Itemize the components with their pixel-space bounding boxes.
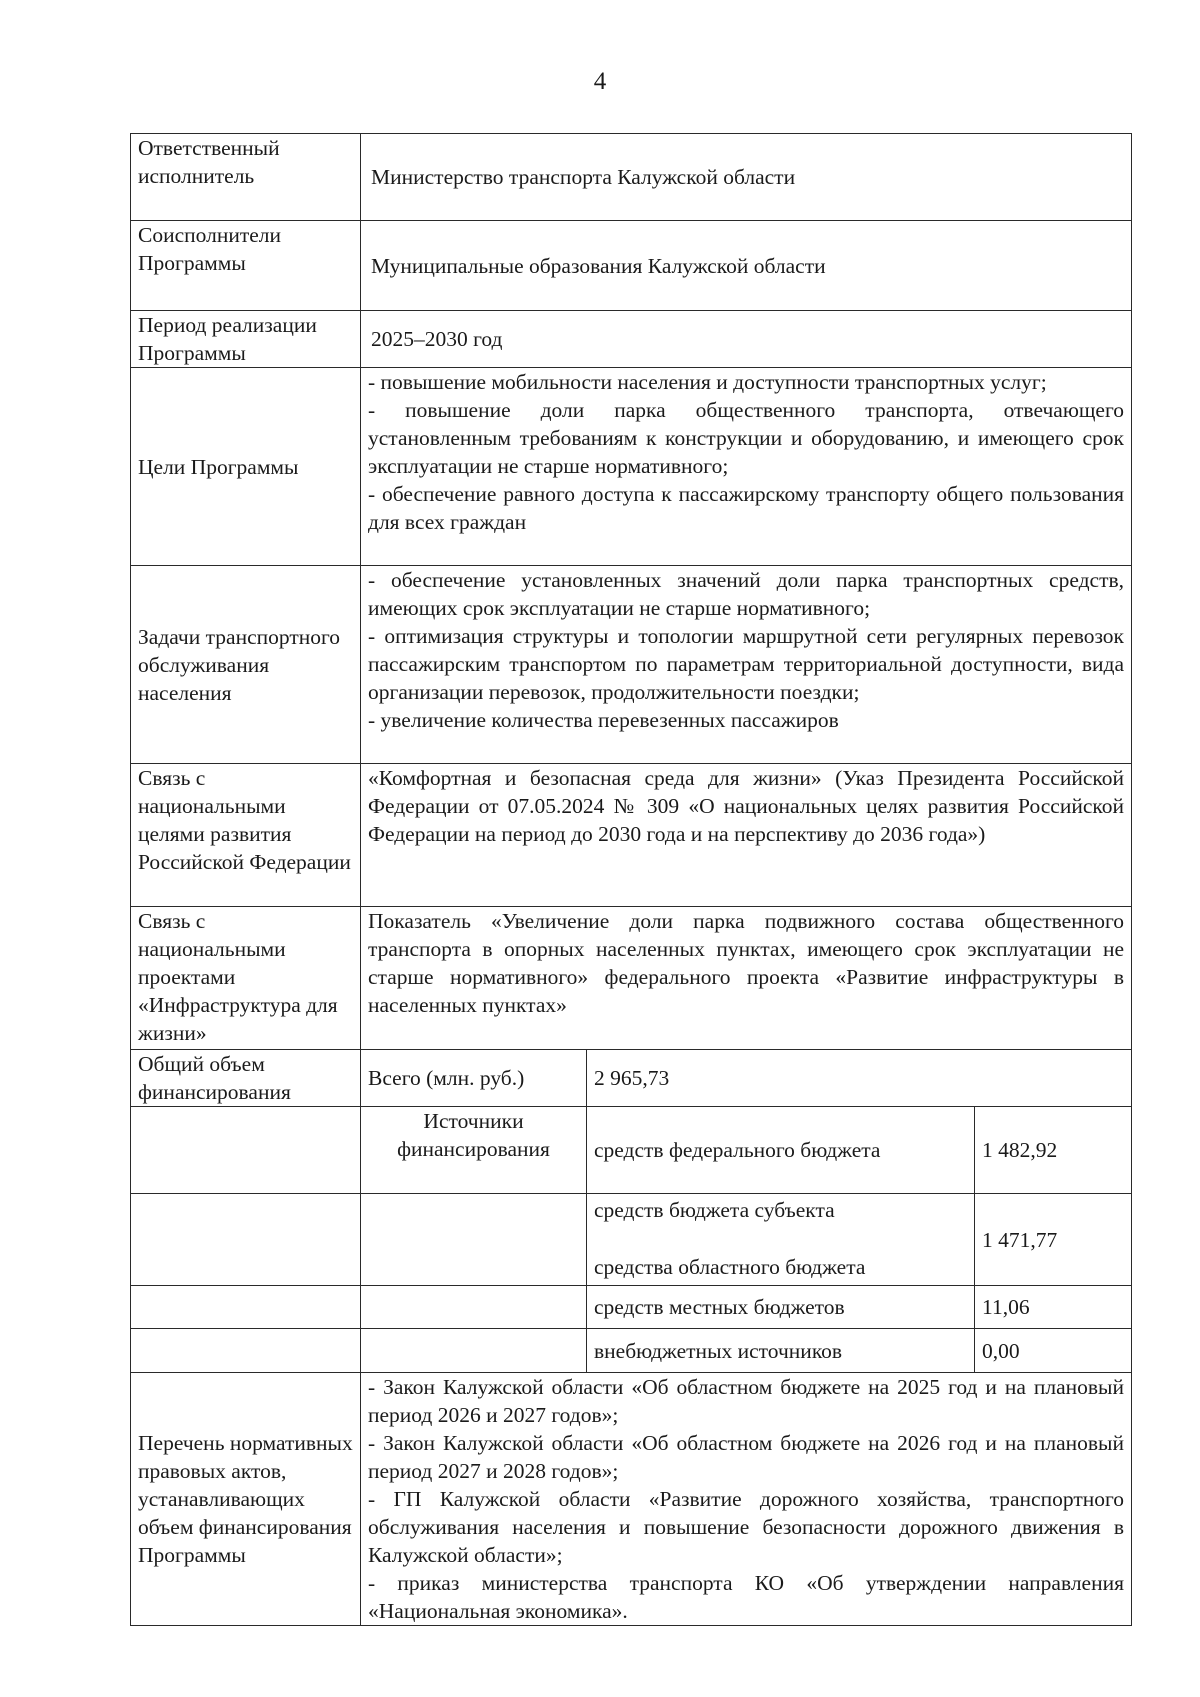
national-projects-label: Связь с национальными проектами «Инфраструктура для жизни» [131,907,361,1050]
responsible-label: Ответственный исполнитель [131,134,361,221]
legal-acts-item: - ГП Калужской области «Развитие дорожного хозяйства, транспортного обслуживания населения и повышение безопасности дорожного движения в Калужской области»; [368,1487,1125,1567]
national-goals-value: «Комфортная и безопасная среда для жизни» (Указ Президента Российской Федерации от 07.05.2024 № 309 «О национальных целях развития Российской Федерации на период до 2030 года и на перспективу до 2036 года») [361,764,1132,907]
coexecutors-value: Муниципальные образования Калужской области [361,221,1132,311]
legal-acts-item: - Закон Калужской области «Об областном бюджете на 2025 год и на плановый период 2026 и 2027 годов»; [368,1375,1125,1427]
row-responsible [131,134,1132,221]
financing-sources-label: Источники финансирования [361,1107,587,1194]
row-goals [131,368,1132,566]
financing-total-value: 2 965,73 [587,1050,1132,1107]
row-financing-extra [131,1329,1132,1373]
row-coexecutors [131,221,1132,311]
federal-budget-value: 1 482,92 [975,1107,1132,1194]
empty-cell [361,1329,587,1373]
period-value: 2025–2030 год [361,311,1132,368]
subject-budget-cell [587,1194,975,1286]
tasks-label: Задачи транспортного обслуживания населения [131,566,361,764]
row-tasks [131,566,1132,764]
empty-cell [131,1329,361,1373]
tasks-item: - увеличение количества перевезенных пассажиров [368,708,839,732]
local-budget-value: 11,06 [975,1286,1132,1329]
legal-acts-item: - приказ министерства транспорта КО «Об утверждении направления «Национальная экономика». [368,1571,1125,1623]
empty-cell [361,1286,587,1329]
row-financing-total [131,1050,1132,1107]
legal-acts-list [361,1373,1132,1626]
subject-budget-label: средств бюджета субъекта [594,1198,835,1222]
tasks-item: - оптимизация структуры и топологии маршрутной сети регулярных перевозок пассажирским транспортом по параметрам территориальной доступности, вида организации перевозок, продолжительности поездки; [368,624,1125,704]
coexecutors-label: Соисполнители Программы [131,221,361,311]
empty-cell [131,1107,361,1194]
goals-list [361,368,1132,566]
row-financing-federal [131,1107,1132,1194]
tasks-item: - обеспечение установленных значений доли парка транспортных средств, имеющих срок эксплуатации не старше нормативного; [368,568,1125,620]
program-passport-table [130,133,1132,1626]
row-financing-subject [131,1194,1132,1286]
subject-budget-value: 1 471,77 [975,1194,1132,1286]
goals-item: - повышение мобильности населения и доступности транспортных услуг; [368,370,1047,394]
goals-item: - обеспечение равного доступа к пассажирскому транспорту общего пользования для всех граждан [368,482,1125,534]
goals-item: - повышение доли парка общественного транспорта, отвечающего установленным требованиям к конструкции и оборудованию, и имеющего срок эксплуатации не старше нормативного; [368,398,1125,478]
page-number: 4 [593,68,607,95]
empty-cell [131,1194,361,1286]
empty-cell [361,1194,587,1286]
federal-budget-label: средств федерального бюджета [587,1107,975,1194]
row-legal-acts [131,1373,1132,1626]
legal-acts-item: - Закон Калужской области «Об областном бюджете на 2026 год и на плановый период 2027 и 2028 годов»; [368,1431,1125,1483]
period-label: Период реализации Программы [131,311,361,368]
row-national-projects [131,907,1132,1050]
goals-label: Цели Программы [131,368,361,566]
financing-label: Общий объем финансирования [131,1050,361,1107]
row-financing-local [131,1286,1132,1329]
legal-acts-label: Перечень нормативных правовых актов, устанавливающих объем финансирования Программы [131,1373,361,1626]
tasks-list [361,566,1132,764]
local-budget-label: средств местных бюджетов [587,1286,975,1329]
regional-budget-label: средства областного бюджета [594,1255,866,1279]
responsible-value: Министерство транспорта Калужской области [361,134,1132,221]
row-national-goals [131,764,1132,907]
national-projects-value: Показатель «Увеличение доли парка подвижного состава общественного транспорта в опорных населенных пунктах, имеющего срок эксплуатации не старше нормативного» федерального проекта «Развитие инфраструктуры в населенных пунктах» [361,907,1132,1050]
national-goals-label: Связь с национальными целями развития Российской Федерации [131,764,361,907]
row-period [131,311,1132,368]
extra-budget-label: внебюджетных источников [587,1329,975,1373]
financing-total-label: Всего (млн. руб.) [361,1050,587,1107]
empty-cell [131,1286,361,1329]
extra-budget-value: 0,00 [975,1329,1132,1373]
